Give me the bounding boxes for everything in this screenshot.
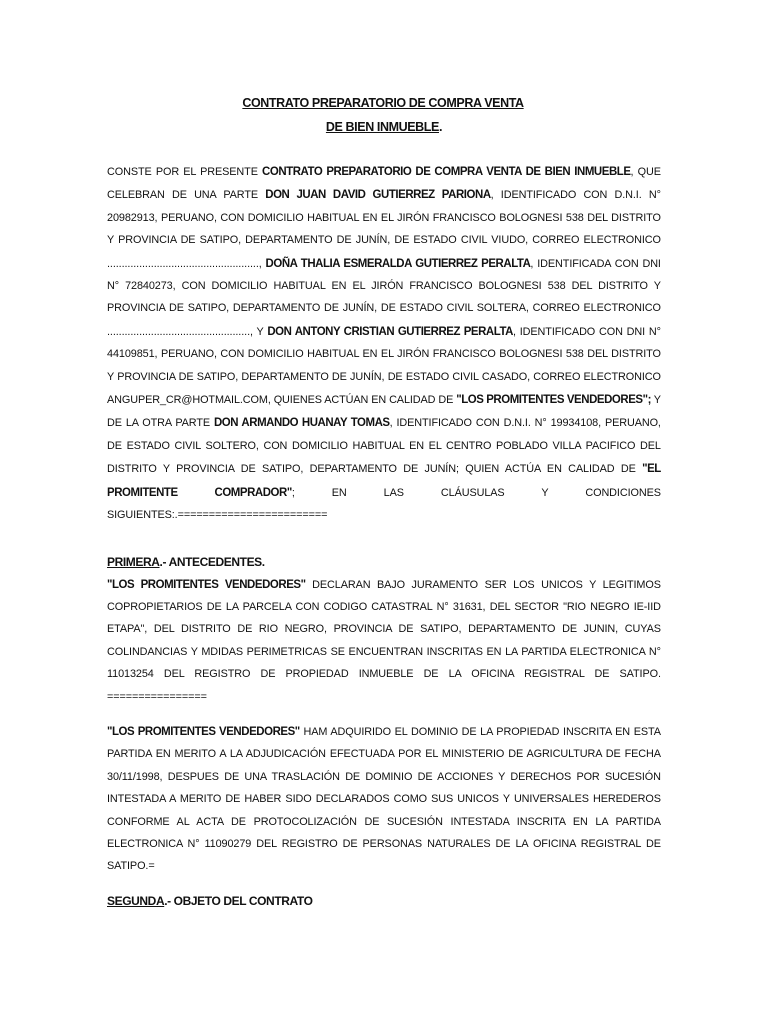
party-juan: DON JUAN DAVID GUTIERREZ PARIONA	[265, 187, 491, 202]
title-line-1: CONTRATO PREPARATORIO DE COMPRA VENTA	[242, 96, 524, 110]
document-page	[107, 92, 661, 912]
intro-text-1: CONSTE POR EL PRESENTE	[107, 166, 263, 178]
sellers-label-2: "LOS PROMITENTES VENDEDORES"	[107, 576, 306, 591]
intro-text-5: , IDENTIFICADO CON DNI N° 44109851, PERUANO, CON DOMICILIO HABITUAL EN EL JIRÓN FRANCISCO BOLOGNESI 538 DEL DISTRITO Y PROVINCIA DE SATIPO, DEPARTAMENTO DE JUNÍN, DE ESTADO CIVIL CASADO, CORREO ELECTRONICO ANGUPER_CR@HOTMAIL.COM, QUIENES ACTÚAN EN CALIDAD DE	[107, 325, 661, 407]
document-title-line-2	[107, 116, 661, 138]
clause-primera-label: PRIMERA	[107, 554, 160, 569]
intro-text-3: , IDENTIFICADO CON D.N.I. N° 20982913, PERUANO, CON DOMICILIO HABITUAL EN EL JIRÓN FRANCISCO BOLOGNESI 538 DEL DISTRITO Y PROVINCIA DE SATIPO, DEPARTAMENTO DE JUNÍN, DE ESTADO CIVIL VIUDO, CORREO ELECTRONICO ....................................................,	[107, 189, 661, 270]
intro-paragraph	[107, 160, 661, 527]
antecedentes-paragraph-2	[107, 720, 661, 878]
party-armando: DON ARMANDO HUANAY TOMAS	[213, 415, 390, 430]
party-thalia: DOÑA THALIA ESMERALDA GUTIERREZ PERALTA	[265, 255, 531, 270]
clause-segunda-heading	[107, 890, 661, 912]
antecedentes-paragraph-1	[107, 573, 661, 708]
intro-text-2: , QUE CELEBRAN DE UNA PARTE	[107, 166, 661, 202]
document-title	[105, 92, 661, 114]
title-line-2: DE BIEN INMUEBLE	[325, 120, 439, 134]
intro-text-8: ; EN LAS CLÁUSULAS Y CONDICIONES SIGUIENTES:.========================	[107, 486, 661, 522]
intro-text-4: , IDENTIFICADA CON DNI N° 72840273, CON DOMICILIO HABITUAL EN EL JIRÓN FRANCISCO BOLOGNESI 538 DEL DISTRITO Y PROVINCIA DE SATIPO, DEPARTAMENTO DE JUNÍN, DE ESTADO CIVIL SOLTERA, CORREO ELECTRONICO ................................................., Y	[107, 257, 661, 338]
antecedentes-text-2: HAM ADQUIRIDO EL DOMINIO DE LA PROPIEDAD INSCRITA EN ESTA PARTIDA EN MERITO A LA ADJUDICACIÓN EFECTUADA POR EL MINISTERIO DE AGRICULTURA DE FECHA 30/11/1998, DESPUES DE UNA TRASLACIÓN DE DOMINIO DE ACCIONES Y DERECHOS POR SUCESIÓN INTESTADA A MERITO DE HABER SIDO DECLARADOS COMO SUS UNICOS Y UNIVERSALES HEREDEROS CONFORME AL ACTA DE PROTOCOLIZACIÓN DE SUCESIÓN INTESTADA INSCRITA EN LA PARTIDA ELECTRONICA N° 11090279 DEL REGISTRO DE PERSONAS NATURALES DE LA OFICINA REGISTRAL DE SATIPO.=	[107, 725, 661, 873]
party-antony: DON ANTONY CRISTIAN GUTIERREZ PERALTA	[267, 323, 513, 338]
clause-primera-title: .- ANTECEDENTES.	[159, 554, 265, 569]
contract-name: CONTRATO PREPARATORIO DE COMPRA VENTA DE BIEN INMUEBLE	[262, 164, 631, 178]
sellers-label-3: "LOS PROMITENTES VENDEDORES"	[107, 723, 300, 738]
intro-text-6: Y DE LA OTRA PARTE	[107, 394, 661, 430]
buyer-label: "EL PROMITENTE COMPRADOR"	[107, 461, 661, 499]
clause-primera-heading	[107, 551, 661, 573]
intro-text-7: , IDENTIFICADO CON D.N.I. N° 19934108, PERUANO, DE ESTADO CIVIL SOLTERO, CON DOMICILIO HABITUAL EN EL CENTRO POBLADO VILLA PACIFICO DEL DISTRITO Y PROVINCIA DE SATIPO, DEPARTAMENTO DE JUNÍN; QUIEN ACTÚA EN CALIDAD DE	[107, 417, 661, 476]
antecedentes-text-1: DECLARAN BAJO JURAMENTO SER LOS UNICOS Y LEGITIMOS COPROPIETARIOS DE LA PARCELA CON CODIGO CATASTRAL N° 31631, DEL SECTOR "RIO NEGRO IE-IID ETAPA", DEL DISTRITO DE RIO NEGRO, PROVINCIA DE SATIPO, DEPARTAMENTO DE JUNIN, CUYAS COLINDANCIAS Y MDIDAS PERIMETRICAS SE ENCUENTRAN INSCRITAS EN LA PARTIDA ELECTRONICA N° 11013254 DEL REGISTRO DE PROPIEDAD INMUEBLE DE LA OFICINA REGISTRAL DE SATIPO. ================	[107, 578, 661, 703]
clause-segunda-label: SEGUNDA	[107, 893, 165, 908]
title-line-2-suffix: .	[438, 120, 443, 134]
clause-segunda-title: .- OBJETO DEL CONTRATO	[164, 893, 313, 908]
sellers-label: "LOS PROMITENTES VENDEDORES";	[456, 392, 651, 407]
